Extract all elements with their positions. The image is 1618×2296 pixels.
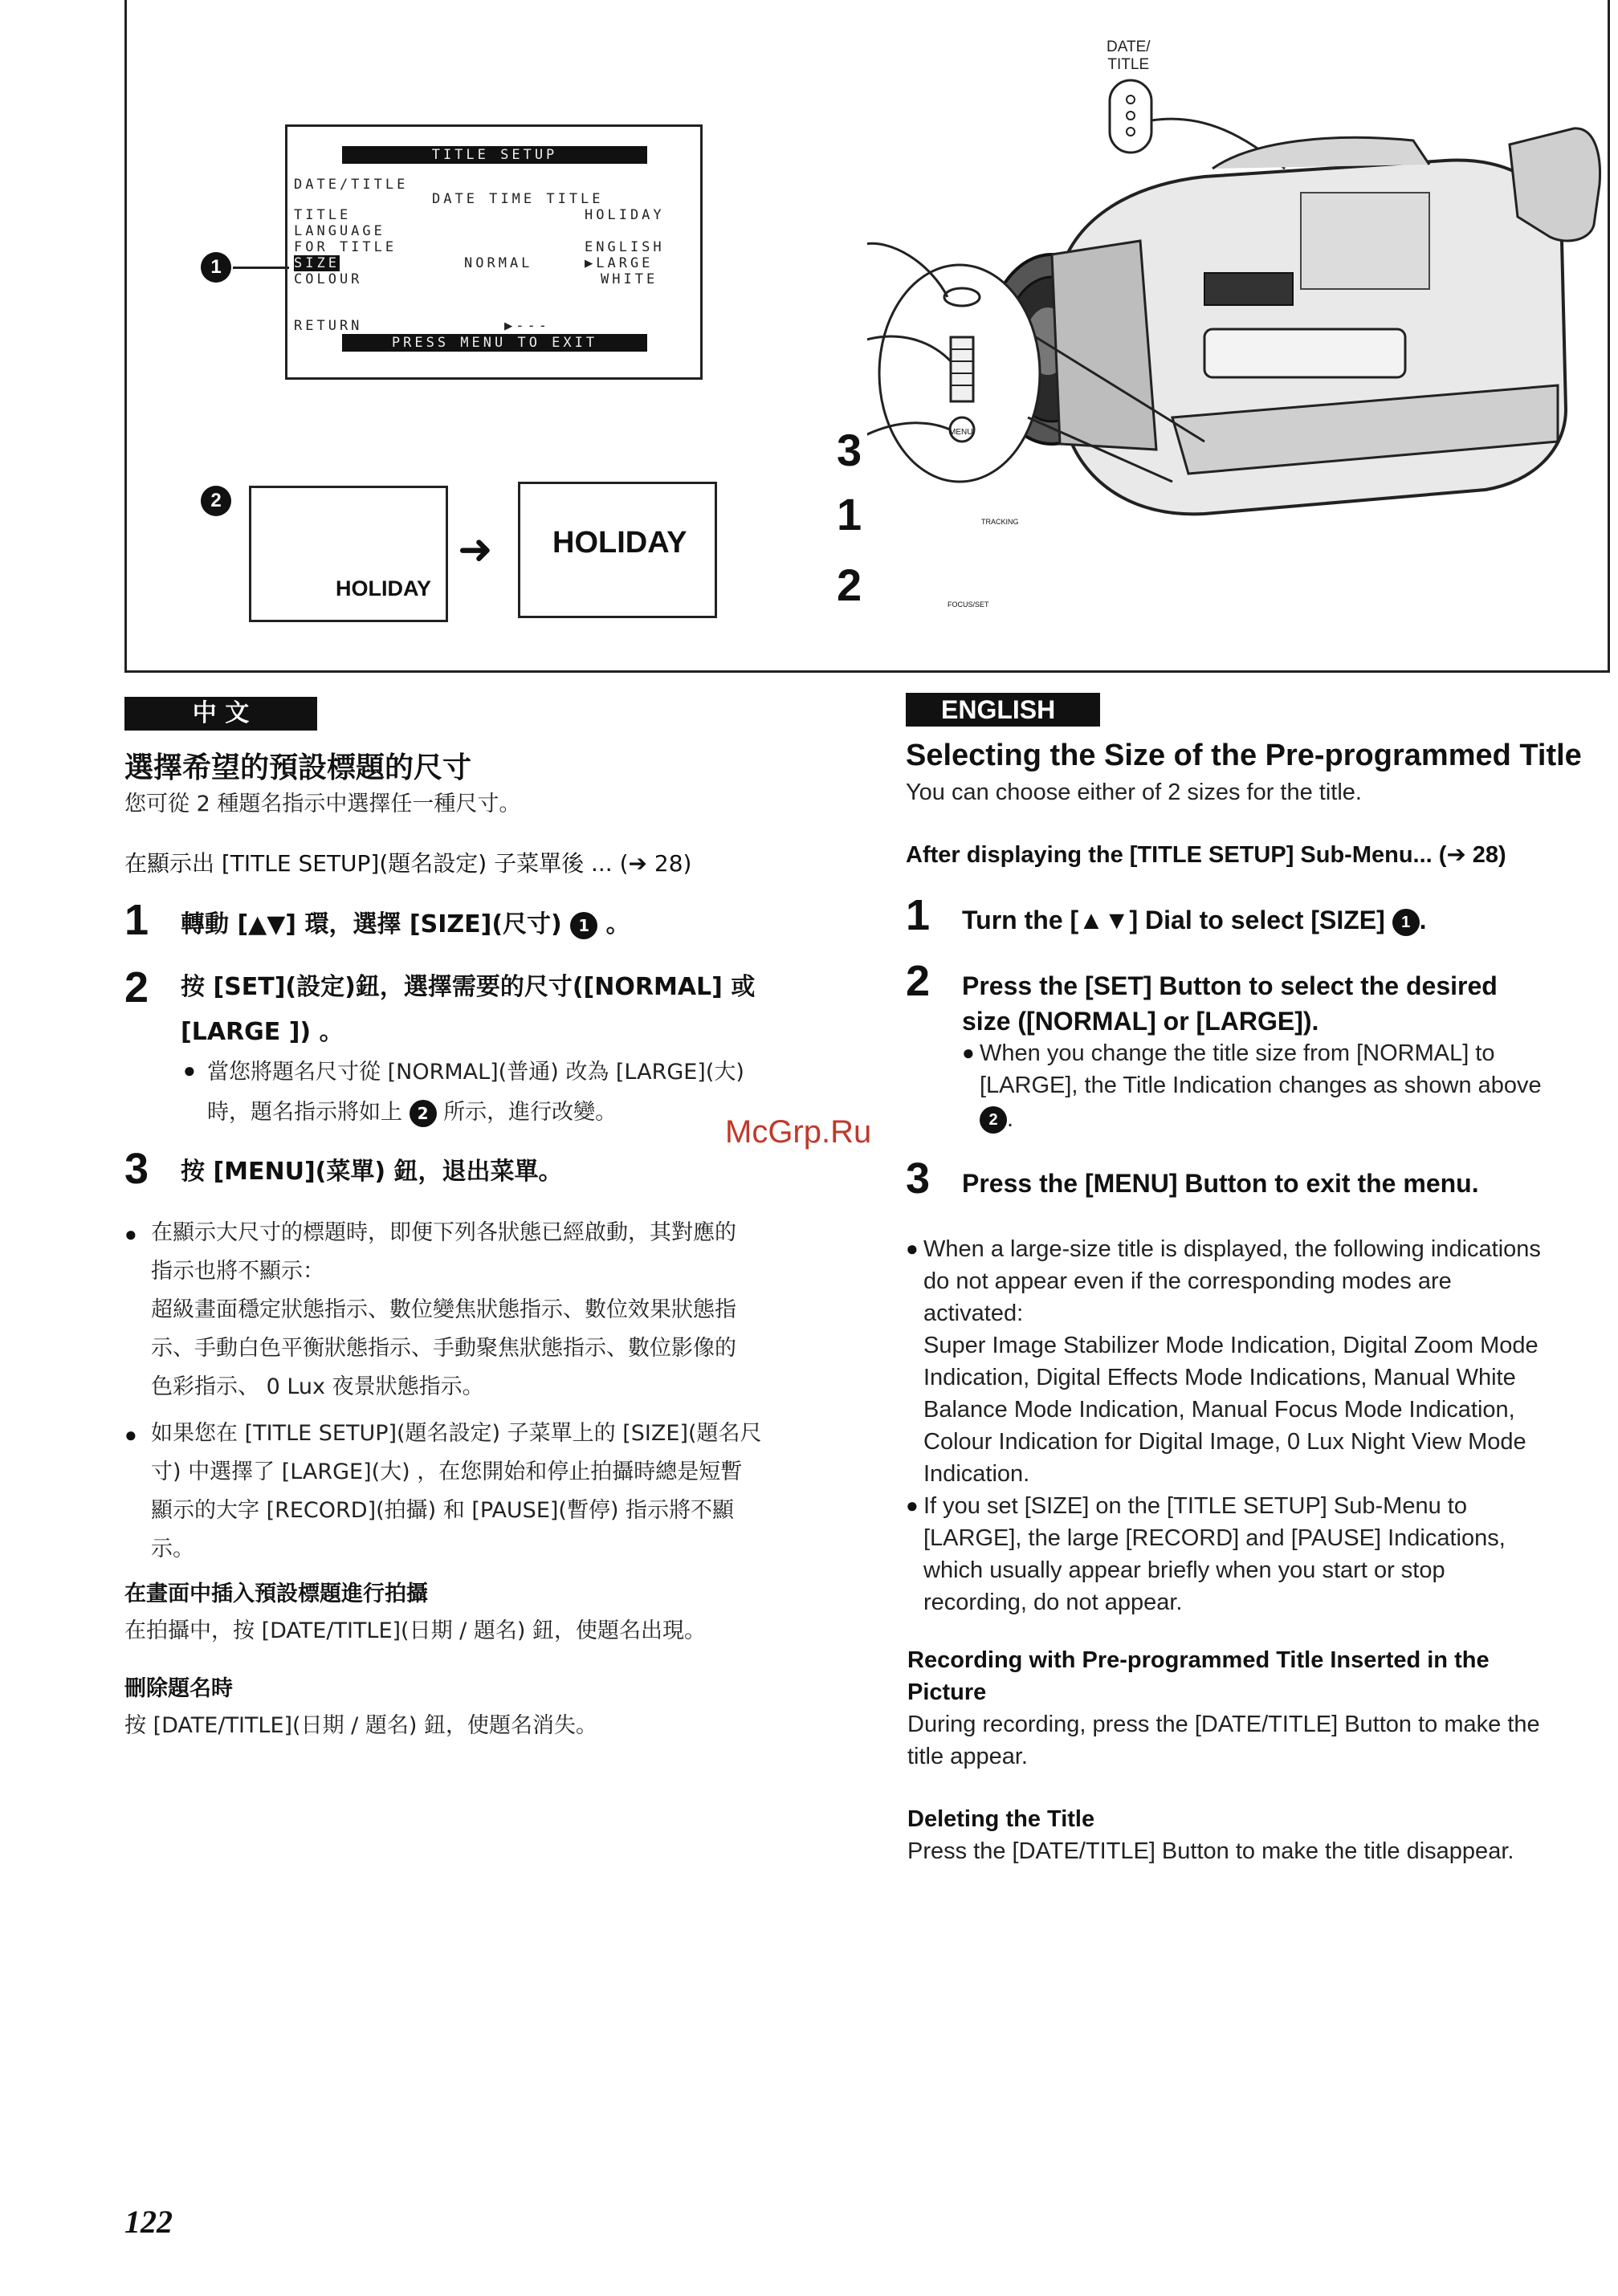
- chinese-delete-text: 按 [DATE/TITLE](日期 / 題名) 鈕，使題名消失。: [124, 1713, 597, 1738]
- step-1-circle-marker-en: 1: [1392, 909, 1420, 936]
- english-note-1-line: Indication.: [923, 1461, 1030, 1487]
- chinese-step-2-note-line1: 當您將題名尺寸從 [NORMAL](普通) 改為 [LARGE](大): [207, 1060, 744, 1085]
- english-step-2-line1: Press the [SET] Button to select the desired: [962, 971, 1498, 1000]
- page-number: 122: [124, 2204, 173, 2240]
- menu-row-size-large: ▶LARGE: [585, 255, 654, 271]
- chinese-step-2-number: 2: [124, 963, 149, 1012]
- english-note-1-line: Colour Indication for Digital Image, 0 Lux Night View Mode: [923, 1429, 1526, 1455]
- menu-row-return: RETURN: [294, 318, 363, 334]
- chinese-step-2-line1: 按 [SET](設定)鈕，選擇需要的尺寸([NORMAL] 或: [181, 973, 756, 1001]
- english-note-1-line: Super Image Stabilizer Mode Indication, Digital Zoom Mode: [923, 1333, 1539, 1358]
- large-title-text: HOLIDAY: [552, 526, 687, 560]
- chinese-note-1-line: 指示也將不顯示：: [151, 1259, 324, 1284]
- chinese-step-2-bullet: ●: [183, 1058, 196, 1082]
- english-step-3-number: 3: [906, 1154, 931, 1203]
- english-note-1-line: Balance Mode Indication, Manual Focus Mode Indication,: [923, 1397, 1515, 1423]
- english-step-2-bullet: ●: [962, 1040, 975, 1065]
- title-setup-menu-screen: [285, 124, 703, 380]
- chinese-step-2-note-line2: [207, 1093, 617, 1132]
- chinese-note-1-line: 示、手動白色平衡狀態指示、手動聚焦狀態指示、數位影像的: [151, 1336, 736, 1361]
- english-step-2-note-line1: When you change the title size from [NORMAL] to: [980, 1040, 1495, 1066]
- english-note-1-line: activated:: [923, 1301, 1024, 1326]
- dial-tracking-label: TRACKING: [981, 518, 1019, 526]
- dial-step-3-number: 3: [837, 425, 862, 475]
- menu-row-title: TITLE: [294, 207, 352, 223]
- chinese-step-2-note-line2a: 時，題名指示將如上: [207, 1100, 402, 1125]
- chinese-note-1-line: 超級畫面穩定狀態指示、數位變焦狀態指示、數位效果狀態指: [151, 1297, 736, 1322]
- camcorder-illustration: [867, 64, 1606, 642]
- menu-row-title-value: HOLIDAY: [585, 207, 665, 223]
- chinese-note-1: [151, 1214, 858, 1407]
- english-recording-text-line2: title appear.: [907, 1744, 1028, 1769]
- english-after-menu: After displaying the [TITLE SETUP] Sub-Menu... (➔ 28): [906, 842, 1506, 868]
- english-step-2-number: 2: [906, 957, 931, 1005]
- english-note-1-bullet: ●: [906, 1236, 919, 1260]
- step-2-circle-marker-zh: 2: [410, 1100, 437, 1127]
- english-note-2-bullet: ●: [906, 1493, 919, 1517]
- menu-row-date-title: DATE/TITLE: [294, 177, 409, 193]
- english-step-2-line2: size ([NORMAL] or [LARGE]).: [962, 1007, 1319, 1036]
- english-language-tag: ENGLISH: [906, 693, 1100, 727]
- menu-row-size-highlighted: SIZE: [294, 255, 340, 271]
- english-step-1-text: Turn the [▲▼] Dial to select [SIZE]: [962, 906, 1385, 934]
- english-step-1-end: .: [1419, 906, 1427, 934]
- english-recording-heading-line1: Recording with Pre-programmed Title Inserted in the: [907, 1647, 1490, 1673]
- date-title-button-icon: [1110, 80, 1151, 153]
- english-note-2-line: which usually appear briefly when you start or stop: [923, 1557, 1445, 1583]
- english-note-2-line: [LARGE], the large [RECORD] and [PAUSE] Indications,: [923, 1525, 1506, 1551]
- english-recording-heading-line2: Picture: [907, 1679, 987, 1705]
- chinese-note-1-line: 色彩指示、 0 Lux 夜景狀態指示。: [151, 1374, 484, 1399]
- english-note-2: [923, 1490, 1606, 1618]
- step-2-circle-marker-en: 2: [980, 1106, 1007, 1134]
- menu-footer: PRESS MENU TO EXIT: [342, 334, 647, 352]
- menu-row-language: LANGUAGE: [294, 223, 385, 239]
- english-note-2-line: recording, do not appear.: [923, 1590, 1183, 1615]
- menu-row-colour: COLOUR: [294, 271, 363, 287]
- callout-1-line: [233, 267, 289, 269]
- chinese-intro: 您可從 2 種題名指示中選擇任一種尺寸。: [124, 792, 521, 816]
- english-note-1: [923, 1233, 1606, 1490]
- chinese-note-1-line: 在顯示大尺寸的標題時，即便下列各狀態已經啟動，其對應的: [151, 1220, 736, 1245]
- english-note-2-line: If you set [SIZE] on the [TITLE SETUP] Sub-Menu to: [923, 1493, 1467, 1519]
- english-recording-heading: [907, 1644, 1490, 1708]
- chinese-note-2-line: 顯示的大字 [RECORD](拍攝) 和 [PAUSE](暫停) 指示將不顯: [151, 1498, 735, 1523]
- date-title-label-line2: TITLE: [1107, 56, 1150, 73]
- step-1-circle-marker: 1: [570, 912, 597, 939]
- dial-step-1-number: 1: [837, 489, 862, 539]
- chinese-step-3: 按 [MENU](菜單) 鈕，退出菜單。: [181, 1158, 563, 1186]
- chinese-step-1: [181, 902, 630, 947]
- chinese-step-3-number: 3: [124, 1145, 149, 1193]
- chinese-step-1-number: 1: [124, 896, 149, 944]
- chinese-language-tag: 中 文: [124, 697, 317, 731]
- chinese-note-2-line: 如果您在 [TITLE SETUP](題名設定) 子菜單上的 [SIZE](題名尺: [151, 1421, 762, 1446]
- english-step-3: Press the [MENU] Button to exit the menu.: [962, 1169, 1479, 1198]
- chinese-recording-text: 在拍攝中，按 [DATE/TITLE](日期 / 題名) 鈕，使題名出現。: [124, 1618, 706, 1643]
- menu-header: TITLE SETUP: [342, 146, 647, 164]
- chinese-step-2-line2: [LARGE ]) 。: [181, 1018, 344, 1046]
- english-delete-heading: Deleting the Title: [907, 1806, 1095, 1832]
- menu-row-date-title-options: DATE TIME TITLE: [432, 191, 604, 207]
- english-delete-text: Press the [DATE/TITLE] Button to make the title disappear.: [907, 1838, 1514, 1864]
- normal-title-preview: [249, 486, 448, 622]
- english-note-1-line: Indication, Digital Effects Mode Indications, Manual White: [923, 1365, 1516, 1390]
- chinese-after-menu: 在顯示出 [TITLE SETUP](題名設定) 子菜單後 ... (➔ 28): [124, 850, 692, 877]
- english-recording-text-line1: During recording, press the [DATE/TITLE] Button to make the: [907, 1712, 1540, 1737]
- callout-2-marker: 2: [201, 486, 231, 516]
- dial-menu-label: MENU: [949, 428, 973, 437]
- chinese-note-2-bullet: ●: [124, 1423, 137, 1447]
- dial-set-label: FOCUS/SET: [948, 600, 989, 609]
- english-step-2-note-end: .: [1007, 1106, 1014, 1132]
- english-step-2-note-line2: [LARGE], the Title Indication changes as shown above: [980, 1073, 1542, 1098]
- large-title-preview: [518, 482, 717, 618]
- chinese-delete-heading: 刪除題名時: [124, 1676, 233, 1701]
- dial-step-2-number: 2: [837, 560, 862, 610]
- english-recording-text: [907, 1708, 1540, 1773]
- arrow-right-icon: ➜: [458, 527, 493, 573]
- chinese-step-1-end: 。: [605, 910, 630, 938]
- english-note-1-line: When a large-size title is displayed, the following indications: [923, 1236, 1541, 1262]
- chinese-note-1-bullet: ●: [124, 1222, 137, 1246]
- english-intro: You can choose either of 2 sizes for the title.: [906, 780, 1362, 805]
- chinese-note-2-line: 示。: [151, 1537, 194, 1561]
- chinese-recording-heading: 在畫面中插入預設標題進行拍攝: [124, 1582, 428, 1606]
- english-heading: Selecting the Size of the Pre-programmed Title: [906, 739, 1582, 772]
- dial-icon: [951, 337, 973, 401]
- date-title-label-line1: DATE/: [1107, 39, 1151, 55]
- english-note-1-line: do not appear even if the corresponding modes are: [923, 1268, 1452, 1294]
- menu-row-return-value: ▶---: [504, 318, 550, 334]
- menu-row-colour-value: WHITE: [601, 271, 658, 287]
- english-step-1: [962, 902, 1427, 938]
- chinese-step-1-text: 轉動 [▲▼] 環，選擇 [SIZE](尺寸): [181, 910, 562, 938]
- chinese-note-2-line: 寸) 中選擇了 [LARGE](大) ，在您開始和停止拍攝時總是短暫: [151, 1459, 743, 1484]
- english-step-2-note-marker: [980, 1103, 1013, 1135]
- normal-title-text: HOLIDAY: [336, 576, 432, 600]
- english-step-1-number: 1: [906, 891, 931, 939]
- menu-row-for-title: FOR TITLE: [294, 239, 397, 255]
- chinese-heading: 選擇希望的預設標題的尺寸: [124, 751, 472, 784]
- menu-row-size-normal: NORMAL: [464, 255, 533, 271]
- menu-row-for-title-value: ENGLISH: [585, 239, 665, 255]
- watermark: McGrp.Ru: [725, 1114, 872, 1150]
- chinese-note-2: [151, 1415, 858, 1569]
- callout-1-marker: 1: [201, 252, 231, 283]
- chinese-step-2-note-line2b: 所示，進行改變。: [443, 1100, 617, 1125]
